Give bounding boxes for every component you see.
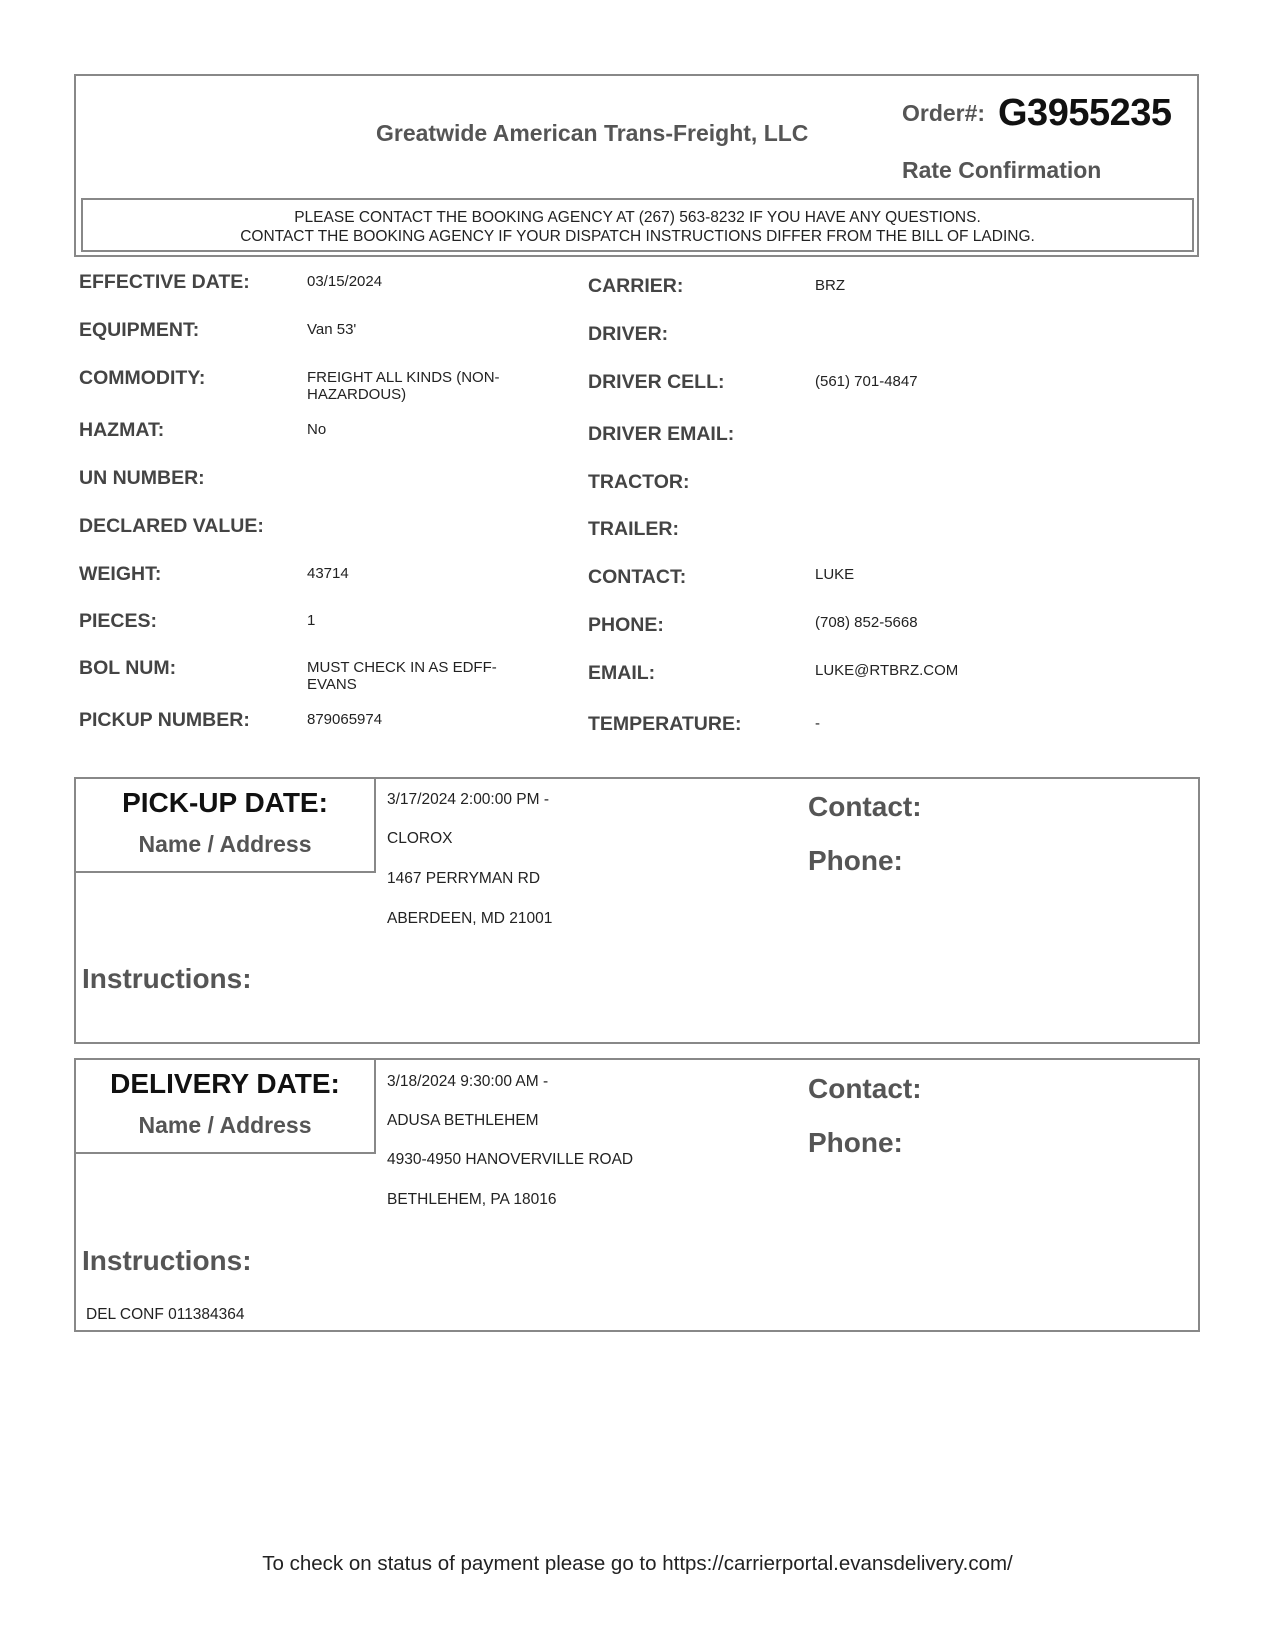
delivery-name-address-label: Name / Address [138,1112,312,1138]
equipment-label: EQUIPMENT: [79,319,200,341]
driver-email-label: DRIVER EMAIL: [588,423,735,445]
bol-num-label: BOL NUM: [79,657,177,679]
pickup-number-label: PICKUP NUMBER: [79,709,250,731]
trailer-label: TRAILER: [588,518,679,540]
driver-label: DRIVER: [588,323,669,345]
pickup-name: CLOROX [387,830,453,847]
effective-date-value: 03/15/2024 [307,273,383,290]
document-title: Rate Confirmation [902,157,1102,183]
phone-label: PHONE: [588,614,664,636]
pieces-value: 1 [307,612,316,629]
pickup-date-title: PICK-UP DATE: [122,787,328,818]
weight-label: WEIGHT: [79,563,162,585]
payment-status-footer: To check on status of payment please go to https://carrierportal.evansdelivery.com/ [262,1552,1013,1575]
hazmat-value: No [307,421,327,438]
driver-cell-label: DRIVER CELL: [588,371,725,393]
driver-cell-value: (561) 701-4847 [815,373,918,390]
effective-date-label: EFFECTIVE DATE: [79,271,250,293]
pickup-number-value: 879065974 [307,711,383,728]
tractor-label: TRACTOR: [588,471,690,493]
email-value: LUKE@RTBRZ.COM [815,662,959,679]
phone-value: (708) 852-5668 [815,614,918,631]
delivery-contact-label: Contact: [808,1073,922,1104]
email-label: EMAIL: [588,662,656,684]
company-name: Greatwide American Trans-Freight, LLC [376,120,809,146]
delivery-datetime: 3/18/2024 9:30:00 AM - [387,1073,549,1090]
delivery-address-line2: BETHLEHEM, PA 18016 [387,1191,557,1208]
delivery-date-title: DELIVERY DATE: [110,1068,340,1099]
delivery-instructions-label: Instructions: [82,1245,252,1276]
un-number-label: UN NUMBER: [79,467,205,489]
pieces-label: PIECES: [79,610,158,632]
delivery-phone-label: Phone: [808,1127,903,1158]
pickup-address-line1: 1467 PERRYMAN RD [387,870,541,887]
booking-notice [81,198,1194,252]
notice-line-1: PLEASE CONTACT THE BOOKING AGENCY AT (267) 563-8232 IF YOU HAVE ANY QUESTIONS. [294,209,981,226]
delivery-header-box [74,1058,376,1154]
carrier-label: CARRIER: [588,275,684,297]
contact-value: LUKE [815,566,855,583]
temperature-label: TEMPERATURE: [588,713,742,735]
pickup-name-address-label: Name / Address [138,831,312,857]
bol-num-value: MUST CHECK IN AS EDFF-EVANS [307,659,497,693]
contact-label: CONTACT: [588,566,687,588]
temperature-value: - [815,715,820,732]
order-label: Order#: [902,100,986,126]
commodity-label: COMMODITY: [79,367,206,389]
declared-value-label: DECLARED VALUE: [79,515,264,537]
pickup-contact-label: Contact: [808,791,922,822]
pickup-header-box [74,777,376,873]
pickup-address-line2: ABERDEEN, MD 21001 [387,910,553,927]
pickup-datetime: 3/17/2024 2:00:00 PM - [387,791,550,808]
pickup-instructions-label: Instructions: [82,963,252,994]
delivery-name: ADUSA BETHLEHEM [387,1112,539,1129]
carrier-value: BRZ [815,277,845,294]
commodity-value: FREIGHT ALL KINDS (NON-HAZARDOUS) [307,369,500,403]
pickup-phone-label: Phone: [808,845,903,876]
weight-value: 43714 [307,565,349,582]
delivery-address-line1: 4930-4950 HANOVERVILLE ROAD [387,1151,634,1168]
hazmat-label: HAZMAT: [79,419,165,441]
equipment-value: Van 53' [307,321,357,338]
order-number: G3955235 [998,92,1172,134]
delivery-instructions-value: DEL CONF 011384364 [86,1306,245,1323]
notice-line-2: CONTACT THE BOOKING AGENCY IF YOUR DISPATCH INSTRUCTIONS DIFFER FROM THE BILL OF LADING. [240,228,1035,245]
